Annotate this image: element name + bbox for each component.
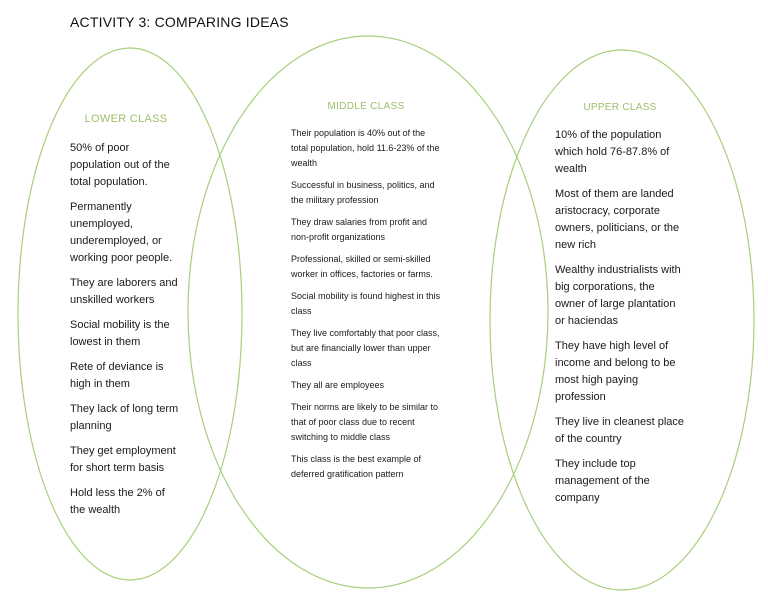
middle-class-item: Professional, skilled or semi-skilled worker in offices, factories or farms. bbox=[291, 254, 433, 279]
lower-class-item: Permanently unemployed, underemployed, or working poor people. bbox=[70, 201, 173, 264]
middle-class-item: Their norms are likely to be similar to that of poor class due to recent switching to middle class bbox=[291, 402, 439, 442]
upper-class-item: They include top management of the company bbox=[555, 458, 650, 504]
upper-class-item: 10% of the population which hold 76-87.8% of wealth bbox=[555, 129, 670, 175]
lower-class-heading: LOWER CLASS bbox=[84, 113, 168, 125]
middle-class-item: Social mobility is found highest in this class bbox=[291, 291, 441, 316]
upper-class-heading: UPPER CLASS bbox=[583, 102, 657, 113]
lower-class-item: 50% of poor population out of the total population. bbox=[70, 142, 170, 188]
middle-class-list bbox=[291, 126, 443, 489]
middle-class-heading: MIDDLE CLASS bbox=[327, 101, 405, 112]
page-title: ACTIVITY 3: COMPARING IDEAS bbox=[70, 14, 289, 30]
lower-class-item: Rete of deviance is high in them bbox=[70, 361, 164, 390]
lower-class-item: Hold less the 2% of the wealth bbox=[70, 487, 165, 516]
upper-class-item: They live in cleanest place of the country bbox=[555, 416, 685, 445]
lower-class-item: They are laborers and unskilled workers bbox=[70, 277, 178, 306]
lower-class-item: They lack of long term planning bbox=[70, 403, 179, 432]
middle-class-item: Successful in business, politics, and the military profession bbox=[291, 180, 435, 205]
upper-class-item: Most of them are landed aristocracy, corporate owners, politicians, or the new rich bbox=[555, 188, 680, 251]
middle-class-item: They draw salaries from profit and non-profit organizations bbox=[291, 217, 428, 242]
middle-class-item: They live comfortably that poor class, but are financially lower than upper class bbox=[291, 328, 440, 368]
upper-class-list bbox=[555, 127, 685, 515]
lower-class-list bbox=[70, 140, 182, 527]
lower-class-item: They get employment for short term basis bbox=[70, 445, 176, 474]
middle-class-item: Their population is 40% out of the total population, hold 11.6-23% of the wealth bbox=[291, 128, 440, 168]
middle-class-item: They all are employees bbox=[291, 380, 385, 390]
lower-class-item: Social mobility is the lowest in them bbox=[70, 319, 170, 348]
middle-class-item: This class is the best example of deferred gratification pattern bbox=[291, 454, 422, 479]
upper-class-item: They have high level of income and belong to be most high paying profession bbox=[555, 340, 676, 403]
upper-class-item: Wealthy industrialists with big corporations, the owner of large plantation or haciendas bbox=[555, 264, 681, 327]
